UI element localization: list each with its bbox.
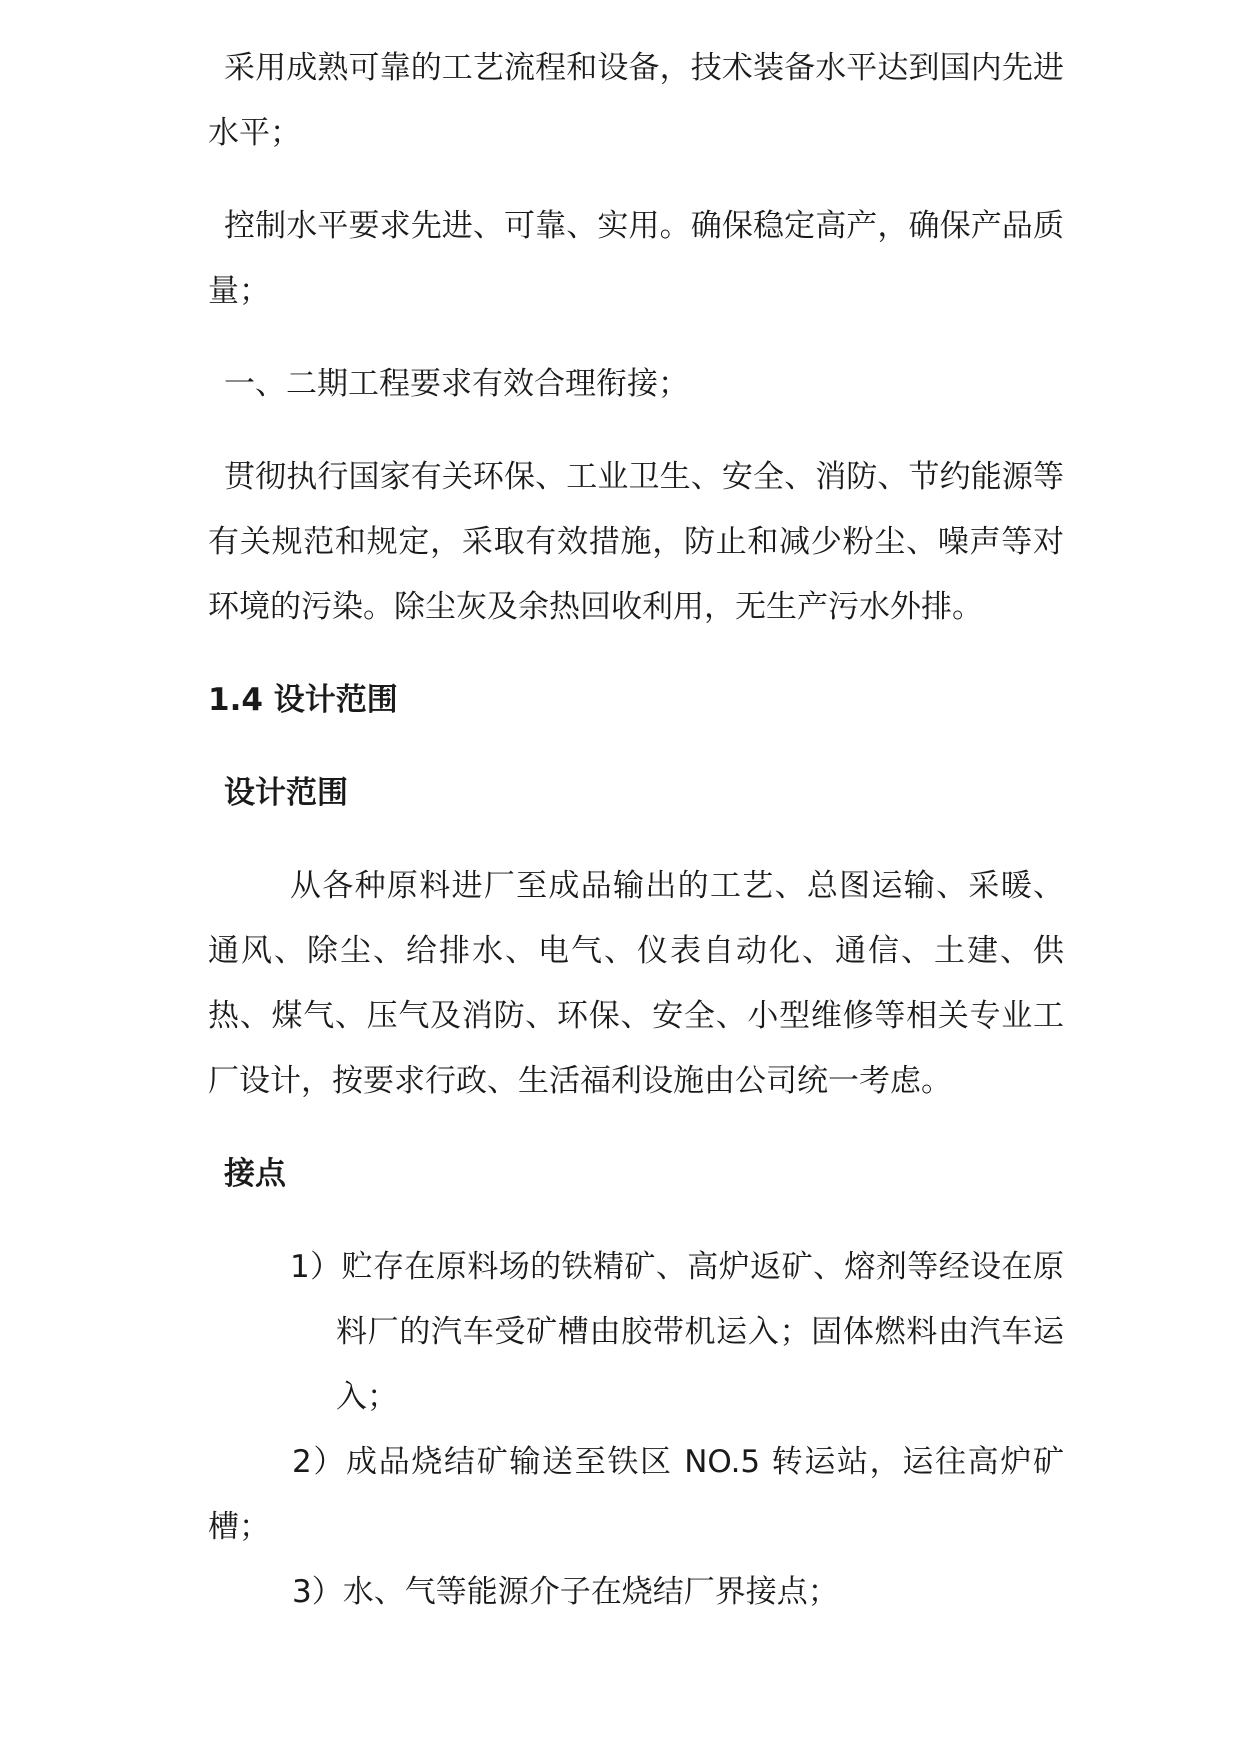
contact-item-1: 1）贮存在原料场的铁精矿、高炉返矿、熔剂等经设在原料厂的汽车受矿槽由胶带机运入；固体燃料由汽车运入；	[290, 1249, 1064, 1415]
document-page	[208, 36, 1064, 1625]
paragraph-control: 控制水平要求先进、可靠、实用。确保稳定高产，确保产品质量；	[208, 208, 1064, 309]
contact-title: 接点	[224, 1156, 286, 1192]
contact-item-2: 2）成品烧结矿输送至铁区 NO.5 转运站，运往高炉矿槽；	[208, 1444, 1064, 1545]
contact-item-3: 3）水、气等能源介子在烧结厂界接点；	[292, 1574, 839, 1610]
scope-paragraph: 从各种原料进厂至成品输出的工艺、总图运输、采暖、通风、除尘、给排水、电气、仪表自动化、通信、土建、供热、煤气、压气及消防、环保、安全、小型维修等相关专业工厂设计，按要求行政、生活福利设施由公司统一考虑。	[208, 868, 1064, 1099]
paragraph-process: 采用成熟可靠的工艺流程和设备，技术装备水平达到国内先进水平；	[208, 50, 1064, 151]
paragraph-phases: 一、二期工程要求有效合理衔接；	[224, 366, 689, 402]
scope-title: 设计范围	[224, 775, 348, 811]
section-heading: 1.4 设计范围	[208, 682, 398, 718]
paragraph-environment: 贯彻执行国家有关环保、工业卫生、安全、消防、节约能源等有关规范和规定，采取有效措施，防止和减少粉尘、噪声等对环境的污染。除尘灰及余热回收利用，无生产污水外排。	[208, 459, 1064, 625]
